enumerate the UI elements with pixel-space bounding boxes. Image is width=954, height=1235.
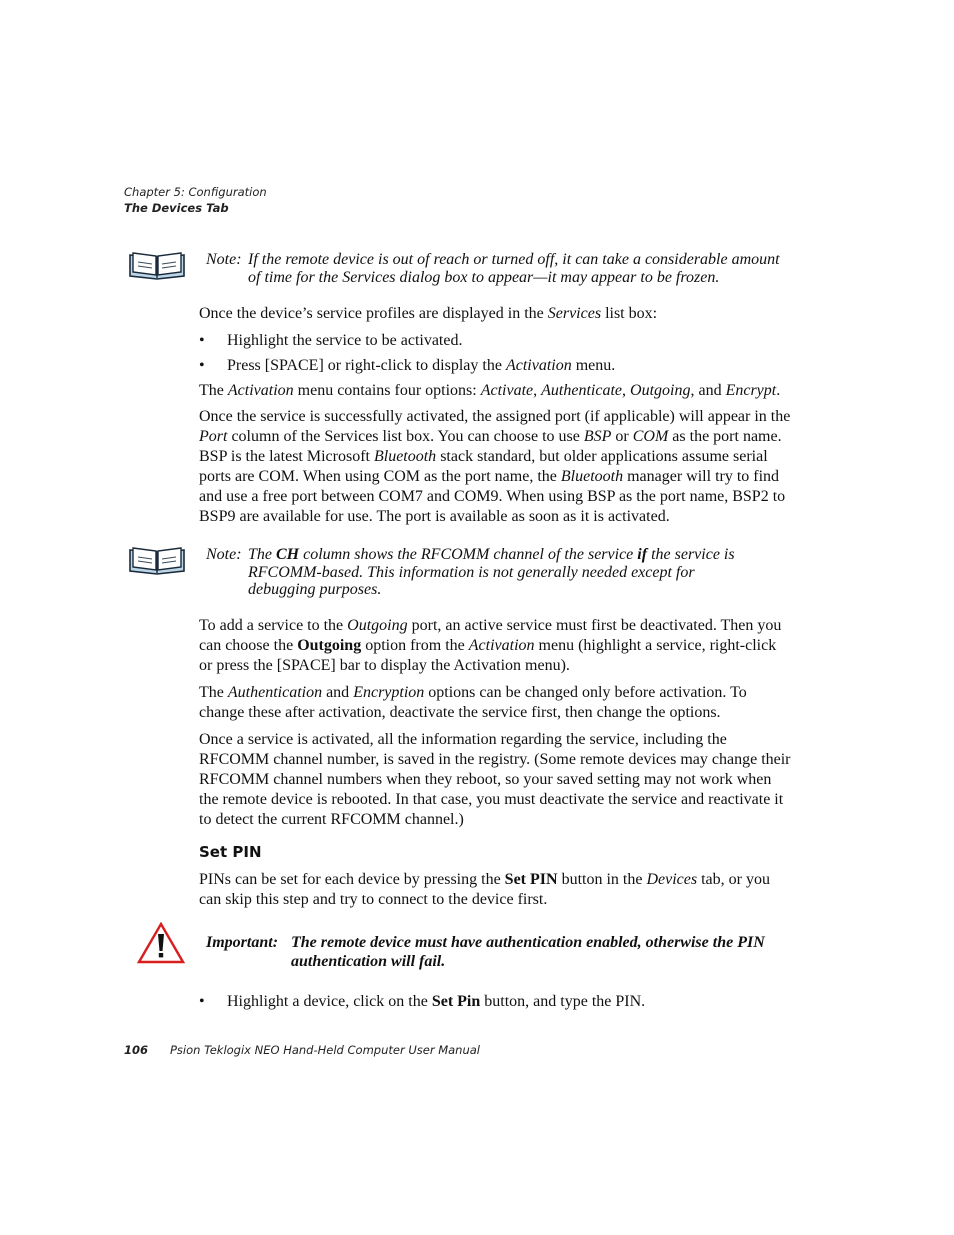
text-run: port, an active service must first be deactivated. Then you bbox=[407, 617, 782, 634]
text-run: RFCOMM channel numbers when they reboot, so your saved setting may not work when bbox=[199, 771, 772, 788]
text-run: CH bbox=[276, 546, 300, 563]
list-item-text: Highlight the service to be activated. bbox=[227, 332, 463, 349]
warning-triangle-icon bbox=[137, 922, 185, 964]
text-run: tab, or you bbox=[697, 871, 770, 888]
text-run: button in the bbox=[557, 871, 647, 888]
text-run: menu (highlight a service, right-click bbox=[534, 637, 777, 654]
text-run: Set Pin bbox=[431, 993, 481, 1010]
note-line: debugging purposes. bbox=[248, 581, 382, 598]
text-run: and use a free port between COM7 and COM9. When using BSP as the port name, BSP2 to bbox=[199, 488, 786, 505]
text-run: BSP is the latest Microsoft bbox=[199, 448, 374, 465]
note-line: RFCOMM-based. This information is not generally needed except for bbox=[248, 563, 695, 581]
text-run: BSP9 are available for use. The port is available as soon as it is activated. bbox=[199, 508, 670, 525]
note-label: Note: bbox=[206, 546, 242, 563]
text-run: , bbox=[533, 382, 542, 399]
text-run: Authenticate bbox=[541, 382, 623, 399]
note-remote-device bbox=[206, 251, 806, 286]
text-run: Once a service is activated, all the information regarding the service, including the bbox=[199, 731, 727, 748]
note-line: of time for the Services dialog box to appear—it may appear to be frozen. bbox=[248, 268, 720, 286]
running-header-section: The Devices Tab bbox=[124, 201, 229, 215]
text-run: the service is bbox=[647, 546, 735, 563]
text-run: COM bbox=[632, 428, 669, 445]
text-run: button, and type the PIN. bbox=[480, 993, 646, 1010]
text-run: The remote device must have authentication enabled, otherwise the PIN bbox=[291, 934, 765, 951]
text-run: column of the Services list box. You can choose to use bbox=[227, 428, 584, 445]
open-book-icon bbox=[128, 250, 186, 280]
paragraph-authentication-encryption bbox=[199, 683, 815, 723]
text-run: ports are COM. When using COM as the port name, the bbox=[199, 468, 561, 485]
list-item-text bbox=[227, 356, 615, 376]
text-run: BSP bbox=[583, 428, 612, 445]
text-run: column shows the RFCOMM channel of the service bbox=[299, 546, 638, 563]
text-run: if bbox=[637, 546, 648, 563]
text-run: Activation bbox=[468, 637, 535, 654]
text-run: menu contains four options: bbox=[293, 382, 481, 399]
list-item-text bbox=[227, 992, 645, 1012]
text-run: can skip this step and try to connect to the device first. bbox=[199, 891, 548, 908]
important-text bbox=[291, 933, 821, 971]
text-run: Devices bbox=[646, 871, 698, 888]
text-run: Once the device’s service profiles are displayed in the bbox=[199, 305, 548, 322]
paragraph-rfcomm-registry bbox=[199, 730, 815, 830]
text-run: . bbox=[776, 382, 781, 399]
text-run: stack standard, but older applications assume serial bbox=[436, 448, 768, 465]
text-run: Services bbox=[547, 305, 602, 322]
text-run: change these after activation, deactivate the service first, then change the options. bbox=[199, 704, 721, 721]
text-run: Outgoing bbox=[297, 637, 362, 654]
text-run: option from the bbox=[361, 637, 469, 654]
running-header-chapter: Chapter 5: Configuration bbox=[124, 185, 267, 199]
paragraph-service-profiles bbox=[199, 304, 815, 324]
text-run: manager will try to find bbox=[623, 468, 780, 485]
text-run: The bbox=[199, 382, 228, 399]
section-heading-set-pin: Set PIN bbox=[199, 843, 262, 861]
text-run: Press [SPACE] or right-click to display the bbox=[227, 357, 506, 374]
bullet-marker: • bbox=[199, 993, 205, 1010]
text-run: authentication will fail. bbox=[291, 953, 446, 970]
text-run: Outgoing bbox=[347, 617, 408, 634]
note-label: Note: bbox=[206, 251, 242, 268]
bullet-marker: • bbox=[199, 357, 205, 374]
text-run: Activate bbox=[480, 382, 534, 399]
text-run: to detect the current RFCOMM channel.) bbox=[199, 811, 464, 828]
text-run: Port bbox=[199, 428, 228, 445]
text-run: Once the service is successfully activated, the assigned port (if applicable) will appear in the bbox=[199, 408, 791, 425]
important-label: Important: bbox=[206, 934, 279, 951]
text-run: options can be changed only before activation. To bbox=[424, 684, 747, 701]
open-book-icon bbox=[128, 545, 186, 575]
paragraph-activation-menu bbox=[199, 381, 815, 401]
text-run: , and bbox=[690, 382, 726, 399]
text-run: Authentication bbox=[227, 684, 323, 701]
text-run: or bbox=[611, 428, 633, 445]
text-run: or press the [SPACE] bar to display the Activation menu). bbox=[199, 657, 570, 674]
text-run: PINs can be set for each device by pressing the bbox=[199, 871, 505, 888]
text-run: The bbox=[199, 684, 228, 701]
text-run: The bbox=[248, 546, 276, 563]
text-run: Bluetooth bbox=[560, 468, 624, 485]
note-line: If the remote device is out of reach or turned off, it can take a considerable amount bbox=[248, 251, 780, 268]
text-run: as the port name. bbox=[668, 428, 782, 445]
text-run: Outgoing bbox=[630, 382, 691, 399]
page-number: 106 bbox=[124, 1043, 149, 1057]
text-run: list box: bbox=[601, 305, 658, 322]
bullet-marker: • bbox=[199, 332, 205, 349]
paragraph-port-assignment bbox=[199, 407, 815, 527]
text-run: Set PIN bbox=[504, 871, 558, 888]
text-run: Bluetooth bbox=[373, 448, 437, 465]
text-run: Encryption bbox=[353, 684, 425, 701]
text-run: , bbox=[622, 382, 631, 399]
text-run: menu. bbox=[571, 357, 616, 374]
paragraph-set-pin bbox=[199, 870, 815, 910]
footer-title: Psion Teklogix NEO Hand-Held Computer User Manual bbox=[170, 1043, 480, 1057]
text-run: Highlight a device, click on the bbox=[227, 993, 432, 1010]
text-run: Activation bbox=[227, 382, 294, 399]
text-run: Encrypt bbox=[725, 382, 777, 399]
text-run: RFCOMM channel number, is saved in the registry. (Some remote devices may change their bbox=[199, 751, 791, 768]
text-run: and bbox=[322, 684, 354, 701]
text-run: can choose the bbox=[199, 637, 298, 654]
text-run: To add a service to the bbox=[199, 617, 348, 634]
paragraph-outgoing-port bbox=[199, 616, 815, 676]
text-run: the remote device is rebooted. In that case, you must deactivate the service and reactivate it bbox=[199, 791, 784, 808]
note-ch-column bbox=[206, 546, 806, 599]
text-run: Activation bbox=[505, 357, 572, 374]
